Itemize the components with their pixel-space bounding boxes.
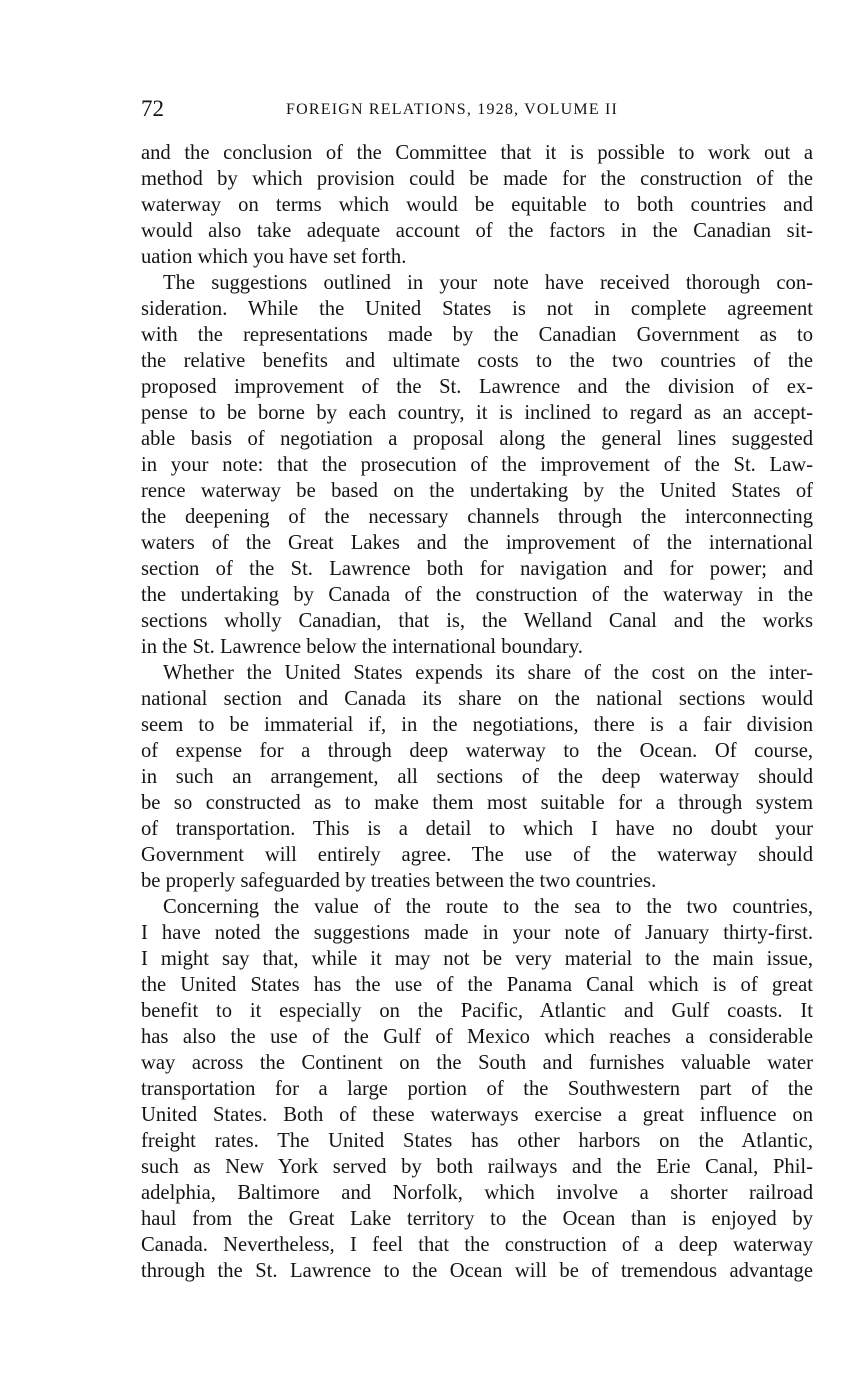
text-line: in your note: that the prosecution of the improvement of the St. Law-	[141, 454, 813, 476]
text-line: would also take adequate account of the factors in the Canadian sit-	[141, 220, 813, 242]
text-line: sideration. While the United States is not in complete agreement	[141, 298, 813, 320]
paragraph-3	[141, 660, 813, 894]
text-line: transportation for a large portion of the Southwestern part of the	[141, 1078, 813, 1100]
text-line: sections wholly Canadian, that is, the Welland Canal and the works	[141, 610, 813, 632]
text-line: way across the Continent on the South and furnishes valuable water	[141, 1052, 813, 1074]
text-line: with the representations made by the Canadian Government as to	[141, 324, 813, 346]
text-line: in the St. Lawrence below the international boundary.	[141, 636, 583, 658]
text-line: the deepening of the necessary channels through the interconnecting	[141, 506, 813, 528]
text-line: of expense for a through deep waterway to the Ocean. Of course,	[141, 740, 813, 762]
text-line: be properly safeguarded by treaties between the two countries.	[141, 870, 657, 892]
running-head: FOREIGN RELATIONS, 1928, VOLUME II	[286, 101, 619, 118]
text-line: such as New York served by both railways and the Erie Canal, Phil-	[141, 1156, 813, 1178]
text-line: waters of the Great Lakes and the improvement of the international	[141, 532, 813, 554]
text-line: be so constructed as to make them most suitable for a through system	[141, 792, 813, 814]
text-line: and the conclusion of the Committee that it is possible to work out a	[141, 142, 813, 164]
text-line: the United States has the use of the Panama Canal which is of great	[141, 974, 813, 996]
text-line: Government will entirely agree. The use of the waterway should	[141, 844, 813, 866]
page-number: 72	[141, 96, 164, 121]
text-line: waterway on terms which would be equitable to both countries and	[141, 194, 813, 216]
text-line: freight rates. The United States has other harbors on the Atlantic,	[141, 1130, 813, 1152]
text-line: haul from the Great Lake territory to the Ocean than is enjoyed by	[141, 1208, 813, 1230]
text-line: through the St. Lawrence to the Ocean will be of tremendous advantage	[141, 1260, 813, 1282]
text-line: Whether the United States expends its share of the cost on the inter-	[163, 662, 813, 684]
text-line: proposed improvement of the St. Lawrence and the division of ex-	[141, 376, 813, 398]
text-line: seem to be immaterial if, in the negotiations, there is a fair division	[141, 714, 813, 736]
text-line: of transportation. This is a detail to which I have no doubt your	[141, 818, 813, 840]
text-line: The suggestions outlined in your note have received thorough con-	[163, 272, 813, 294]
paragraph-1	[141, 140, 813, 270]
text-line: pense to be borne by each country, it is inclined to regard as an accept-	[141, 402, 813, 424]
text-line: Canada. Nevertheless, I feel that the construction of a deep waterway	[141, 1234, 813, 1256]
text-line: in such an arrangement, all sections of the deep waterway should	[141, 766, 813, 788]
text-line: I have noted the suggestions made in your note of January thirty-first.	[141, 922, 813, 944]
text-line: the relative benefits and ultimate costs to the two countries of the	[141, 350, 813, 372]
page-header	[141, 94, 813, 124]
paragraph-2	[141, 270, 813, 660]
text-line: adelphia, Baltimore and Norfolk, which involve a shorter railroad	[141, 1182, 813, 1204]
text-line: the undertaking by Canada of the construction of the waterway in the	[141, 584, 813, 606]
text-line: United States. Both of these waterways exercise a great influence on	[141, 1104, 813, 1126]
text-line: Concerning the value of the route to the sea to the two countries,	[163, 896, 813, 918]
text-line: method by which provision could be made for the construction of the	[141, 168, 813, 190]
text-line: national section and Canada its share on the national sections would	[141, 688, 813, 710]
body-text	[141, 140, 813, 1284]
paragraph-4	[141, 894, 813, 1284]
text-line: able basis of negotiation a proposal along the general lines suggested	[141, 428, 813, 450]
text-line: rence waterway be based on the undertaking by the United States of	[141, 480, 813, 502]
text-line: uation which you have set forth.	[141, 246, 407, 268]
text-line: section of the St. Lawrence both for navigation and for power; and	[141, 558, 813, 580]
text-line: has also the use of the Gulf of Mexico which reaches a considerable	[141, 1026, 813, 1048]
text-line: benefit to it especially on the Pacific, Atlantic and Gulf coasts. It	[141, 1000, 813, 1022]
text-line: I might say that, while it may not be very material to the main issue,	[141, 948, 813, 970]
